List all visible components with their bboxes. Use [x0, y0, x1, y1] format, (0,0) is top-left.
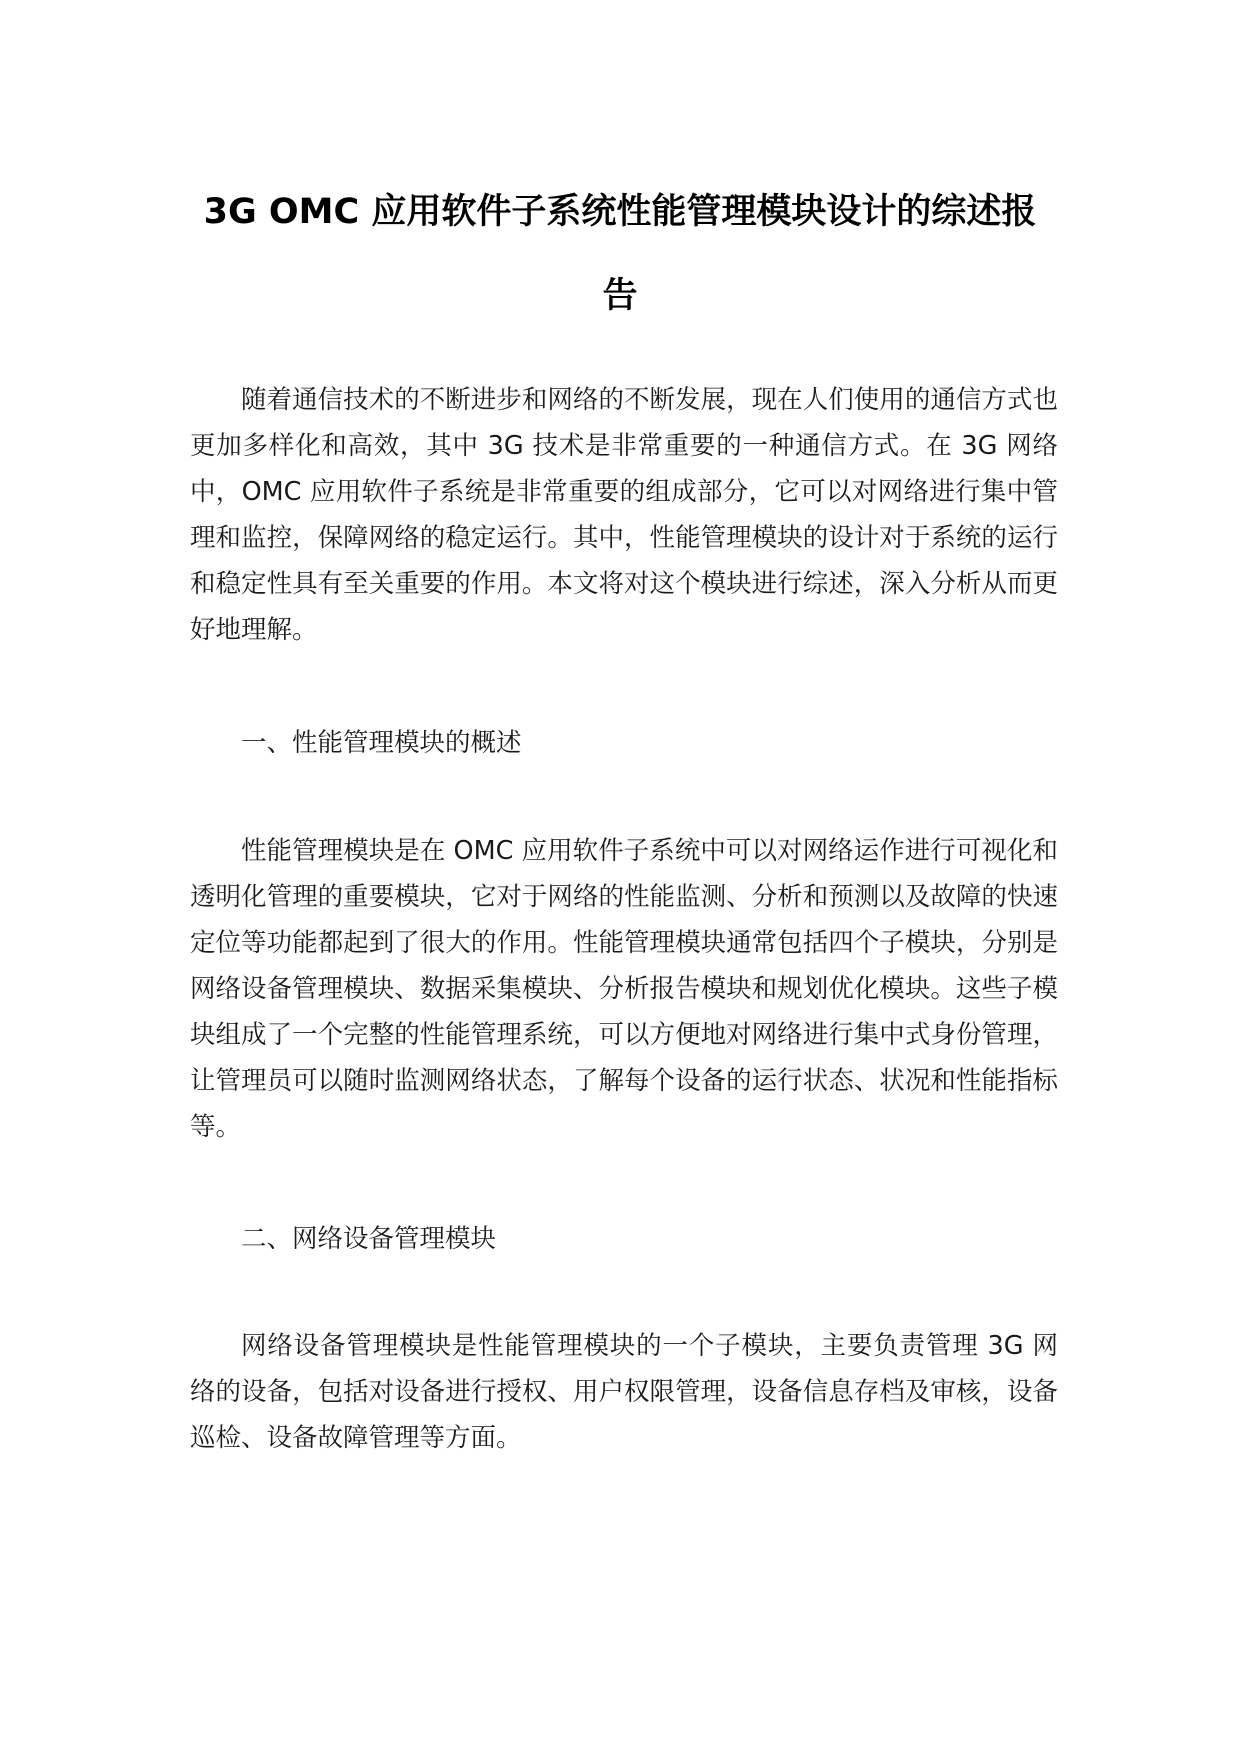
- section-1-paragraph: 性能管理模块是在 OMC 应用软件子系统中可以对网络运作进行可视化和透明化管理的重要模块，它对于网络的性能监测、分析和预测以及故障的快速定位等功能都起到了很大的作用。性能管理模块通常包括四个子模块，分别是网络设备管理模块、数据采集模块、分析报告模块和规划优化模块。这些子模块组成了一个完整的性能管理系统，可以方便地对网络进行集中式身份管理，让管理员可以随时监测网络状态，了解每个设备的运行状态、状况和性能指标等。: [190, 836, 1058, 1142]
- document-title: 3G OMC 应用软件子系统性能管理模块设计的综述报告: [203, 192, 1037, 316]
- section-1-heading: 一、性能管理模块的概述: [241, 728, 522, 758]
- section-2-heading: 二、网络设备管理模块: [241, 1224, 497, 1254]
- intro-paragraph: 随着通信技术的不断进步和网络的不断发展，现在人们使用的通信方式也更加多样化和高效，其中 3G 技术是非常重要的一种通信方式。在 3G 网络中，OMC 应用软件子系统是非常重要的组成部分，它可以对网络进行集中管理和监控，保障网络的稳定运行。其中，性能管理模块的设计对于系统的运行和稳定性具有至关重要的作用。本文将对这个模块进行综述，深入分析从而更好地理解。: [190, 385, 1058, 645]
- section-2-paragraph: 网络设备管理模块是性能管理模块的一个子模块，主要负责管理 3G 网络的设备，包括对设备进行授权、用户权限管理，设备信息存档及审核，设备巡检、设备故障管理等方面。: [190, 1331, 1058, 1453]
